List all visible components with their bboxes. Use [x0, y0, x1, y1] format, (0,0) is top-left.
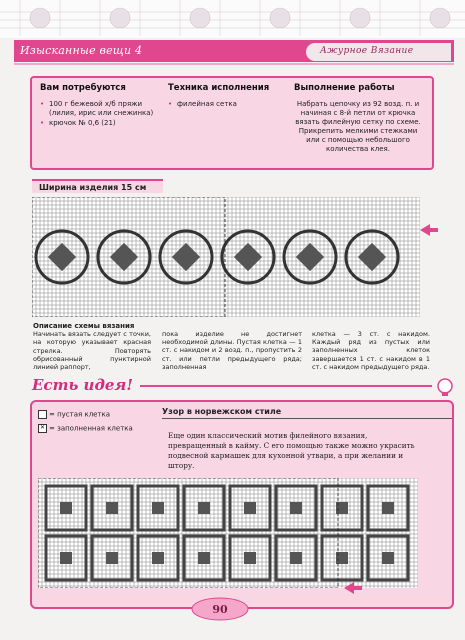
filet-chart-norwegian	[38, 478, 418, 588]
width-label: Ширина изделия 15 см	[32, 179, 163, 193]
idea-divider	[140, 385, 432, 387]
work-column	[294, 84, 422, 154]
description-text-3: клетка — 3 ст. с накидом. Каждый ряд из пустых или заполненных клеток завершается 1 ст. с накидом в 1 ст. с накидом предыдущего ряда.	[312, 330, 430, 371]
description-col3	[312, 330, 430, 371]
norwegian-pattern-title: Узор в норвежском стиле	[162, 407, 452, 419]
star-motif	[152, 552, 164, 564]
start-arrow-icon	[420, 224, 438, 236]
star-motif	[290, 552, 302, 564]
star-motif	[382, 502, 394, 514]
lace-border-decoration	[0, 0, 465, 38]
description-text-2: пока изделие не достигнет необходимой длины. Пустая клетка — 1 ст. с накидом и 2 возд. п., пропустить 2 ст. или петли предыдущего ряда; заполненная	[162, 330, 302, 371]
description-text-1: Начинать вязать следует с точки, на которую указывает красная стрелка. Повторять обрисованный пунктирной линией раппорт,	[33, 330, 151, 372]
section-title: Ажурное Вязание	[320, 46, 414, 56]
lightbulb-icon	[433, 376, 457, 400]
info-box	[30, 76, 434, 170]
technique-item: • филейная сетка	[168, 100, 283, 109]
legend-filled	[38, 424, 133, 433]
star-motif	[152, 502, 164, 514]
idea-title: Есть идея!	[32, 376, 133, 394]
section-tab	[306, 43, 451, 61]
work-text: Набрать цепочку из 92 возд. п. и начиная с 8-й петли от крючка вязать филейную сетку по схеме. Прикрепить мелкими стежками или с помощью небольшого количества клея.	[295, 100, 421, 153]
legend-empty-label: = пустая клетка	[49, 410, 111, 419]
start-arrow-icon	[344, 582, 362, 594]
star-motif	[60, 502, 72, 514]
filet-chart-main	[32, 197, 420, 317]
star-motif	[198, 502, 210, 514]
star-motif	[244, 552, 256, 564]
technique-title: Техника исполнения	[168, 83, 270, 93]
star-motif	[244, 502, 256, 514]
description-title: Описание схемы вязания	[33, 322, 135, 330]
star-motif	[290, 502, 302, 514]
star-motif	[106, 552, 118, 564]
legend-filled-label: = заполненная клетка	[49, 424, 133, 433]
description-col2	[162, 330, 302, 371]
technique-column	[168, 84, 283, 110]
materials-column	[40, 84, 165, 129]
materials-item: • 100 г бежевой х/б пряжи (лилия, ирис или снежинка)	[40, 100, 165, 118]
page-number: 90	[212, 603, 228, 616]
norwegian-pattern-text: Еще один классический мотив филейного вязания, превращенный в кайму. С его помощью также можно украсить подвесной кармашек для кухонной утвари, а при желании и штору.	[168, 431, 415, 470]
star-motif	[60, 552, 72, 564]
star-motif	[106, 502, 118, 514]
legend-empty	[38, 410, 110, 419]
page-number-badge	[190, 597, 250, 621]
header-underline	[14, 63, 454, 65]
work-title: Выполнение работы	[294, 83, 395, 93]
book-title: Изысканные вещи 4	[20, 44, 143, 57]
star-motif	[382, 552, 394, 564]
description-col1	[33, 322, 151, 371]
star-motif	[198, 552, 210, 564]
materials-item: • крючок № 0,6 (21)	[40, 119, 165, 128]
filled-cell-swatch: ✕	[39, 424, 46, 431]
materials-title: Вам потребуются	[40, 83, 126, 93]
empty-cell-swatch	[38, 410, 47, 419]
